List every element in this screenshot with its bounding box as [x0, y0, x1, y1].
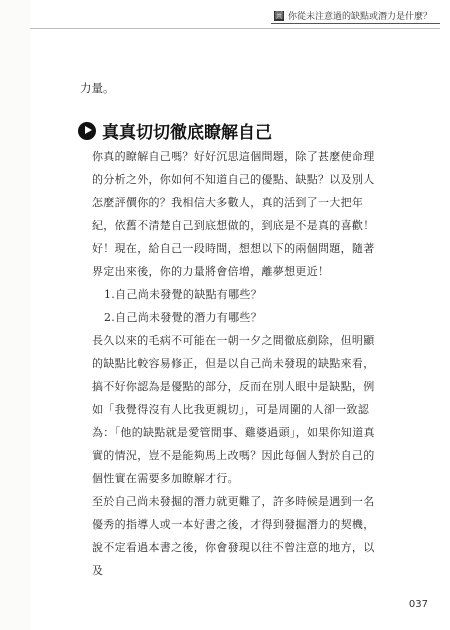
section-heading: [78, 118, 272, 143]
header-divider: [30, 28, 440, 29]
list-item: 1.自己尚未發覺的缺點有哪些？: [104, 288, 262, 301]
list-item: 2.自己尚未發覺的潛力有哪些？: [104, 311, 262, 324]
section-title: 真真切切徹底瞭解自己: [102, 123, 272, 143]
paragraph: 你真的瞭解自己嗎？好好沉思這個問題，除了甚麼使命理的分析之外，你如何不知道自己的優點、缺點？以及別人怎麼評價你的？我相信大多數人，真的活到了一大把年紀，依舊不清楚自己到底想做的，到底是不是真的喜歡！: [92, 150, 375, 232]
intro-text: 力量。: [80, 81, 115, 95]
paragraph: 長久以來的毛病不可能在一朝一夕之間徹底剷除，但明顯的缺點比較容易修正，但是以自己尚未發現的缺點來看，搞不好你認為是優點的部分，反而在別人眼中是缺點，例如「我覺得沒有人比我更親切」，可是周圍的人卻一致認為：「他的缺點就是愛管閒事、雞婆過頭」，如果你知道真實的情況，豈不是能夠馬上改嗎？因此每個人對於自己的個性實在需要多加瞭解才行。: [92, 334, 375, 485]
play-bullet-icon: [78, 122, 96, 140]
page-number: 037: [408, 599, 428, 610]
header-mark-icon: 圖: [274, 10, 283, 20]
paragraph: 至於自己尚未發掘的潛力就更難了，許多時候是遇到一名優秀的指導人或一本好書之後，才得到發掘潛力的契機，說不定看過本書之後，你會發現以往不曾注意的地方，以及: [92, 495, 375, 577]
running-header-title: 你從未注意過的缺點或潛力是什麼？: [287, 12, 432, 22]
running-header: [271, 8, 440, 24]
body-text: [92, 145, 382, 582]
paragraph: 好！現在，給自己一段時間，想想以下的兩個問題，隨著界定出來後，你的力量將會倍增，離夢想更近！: [92, 242, 375, 278]
